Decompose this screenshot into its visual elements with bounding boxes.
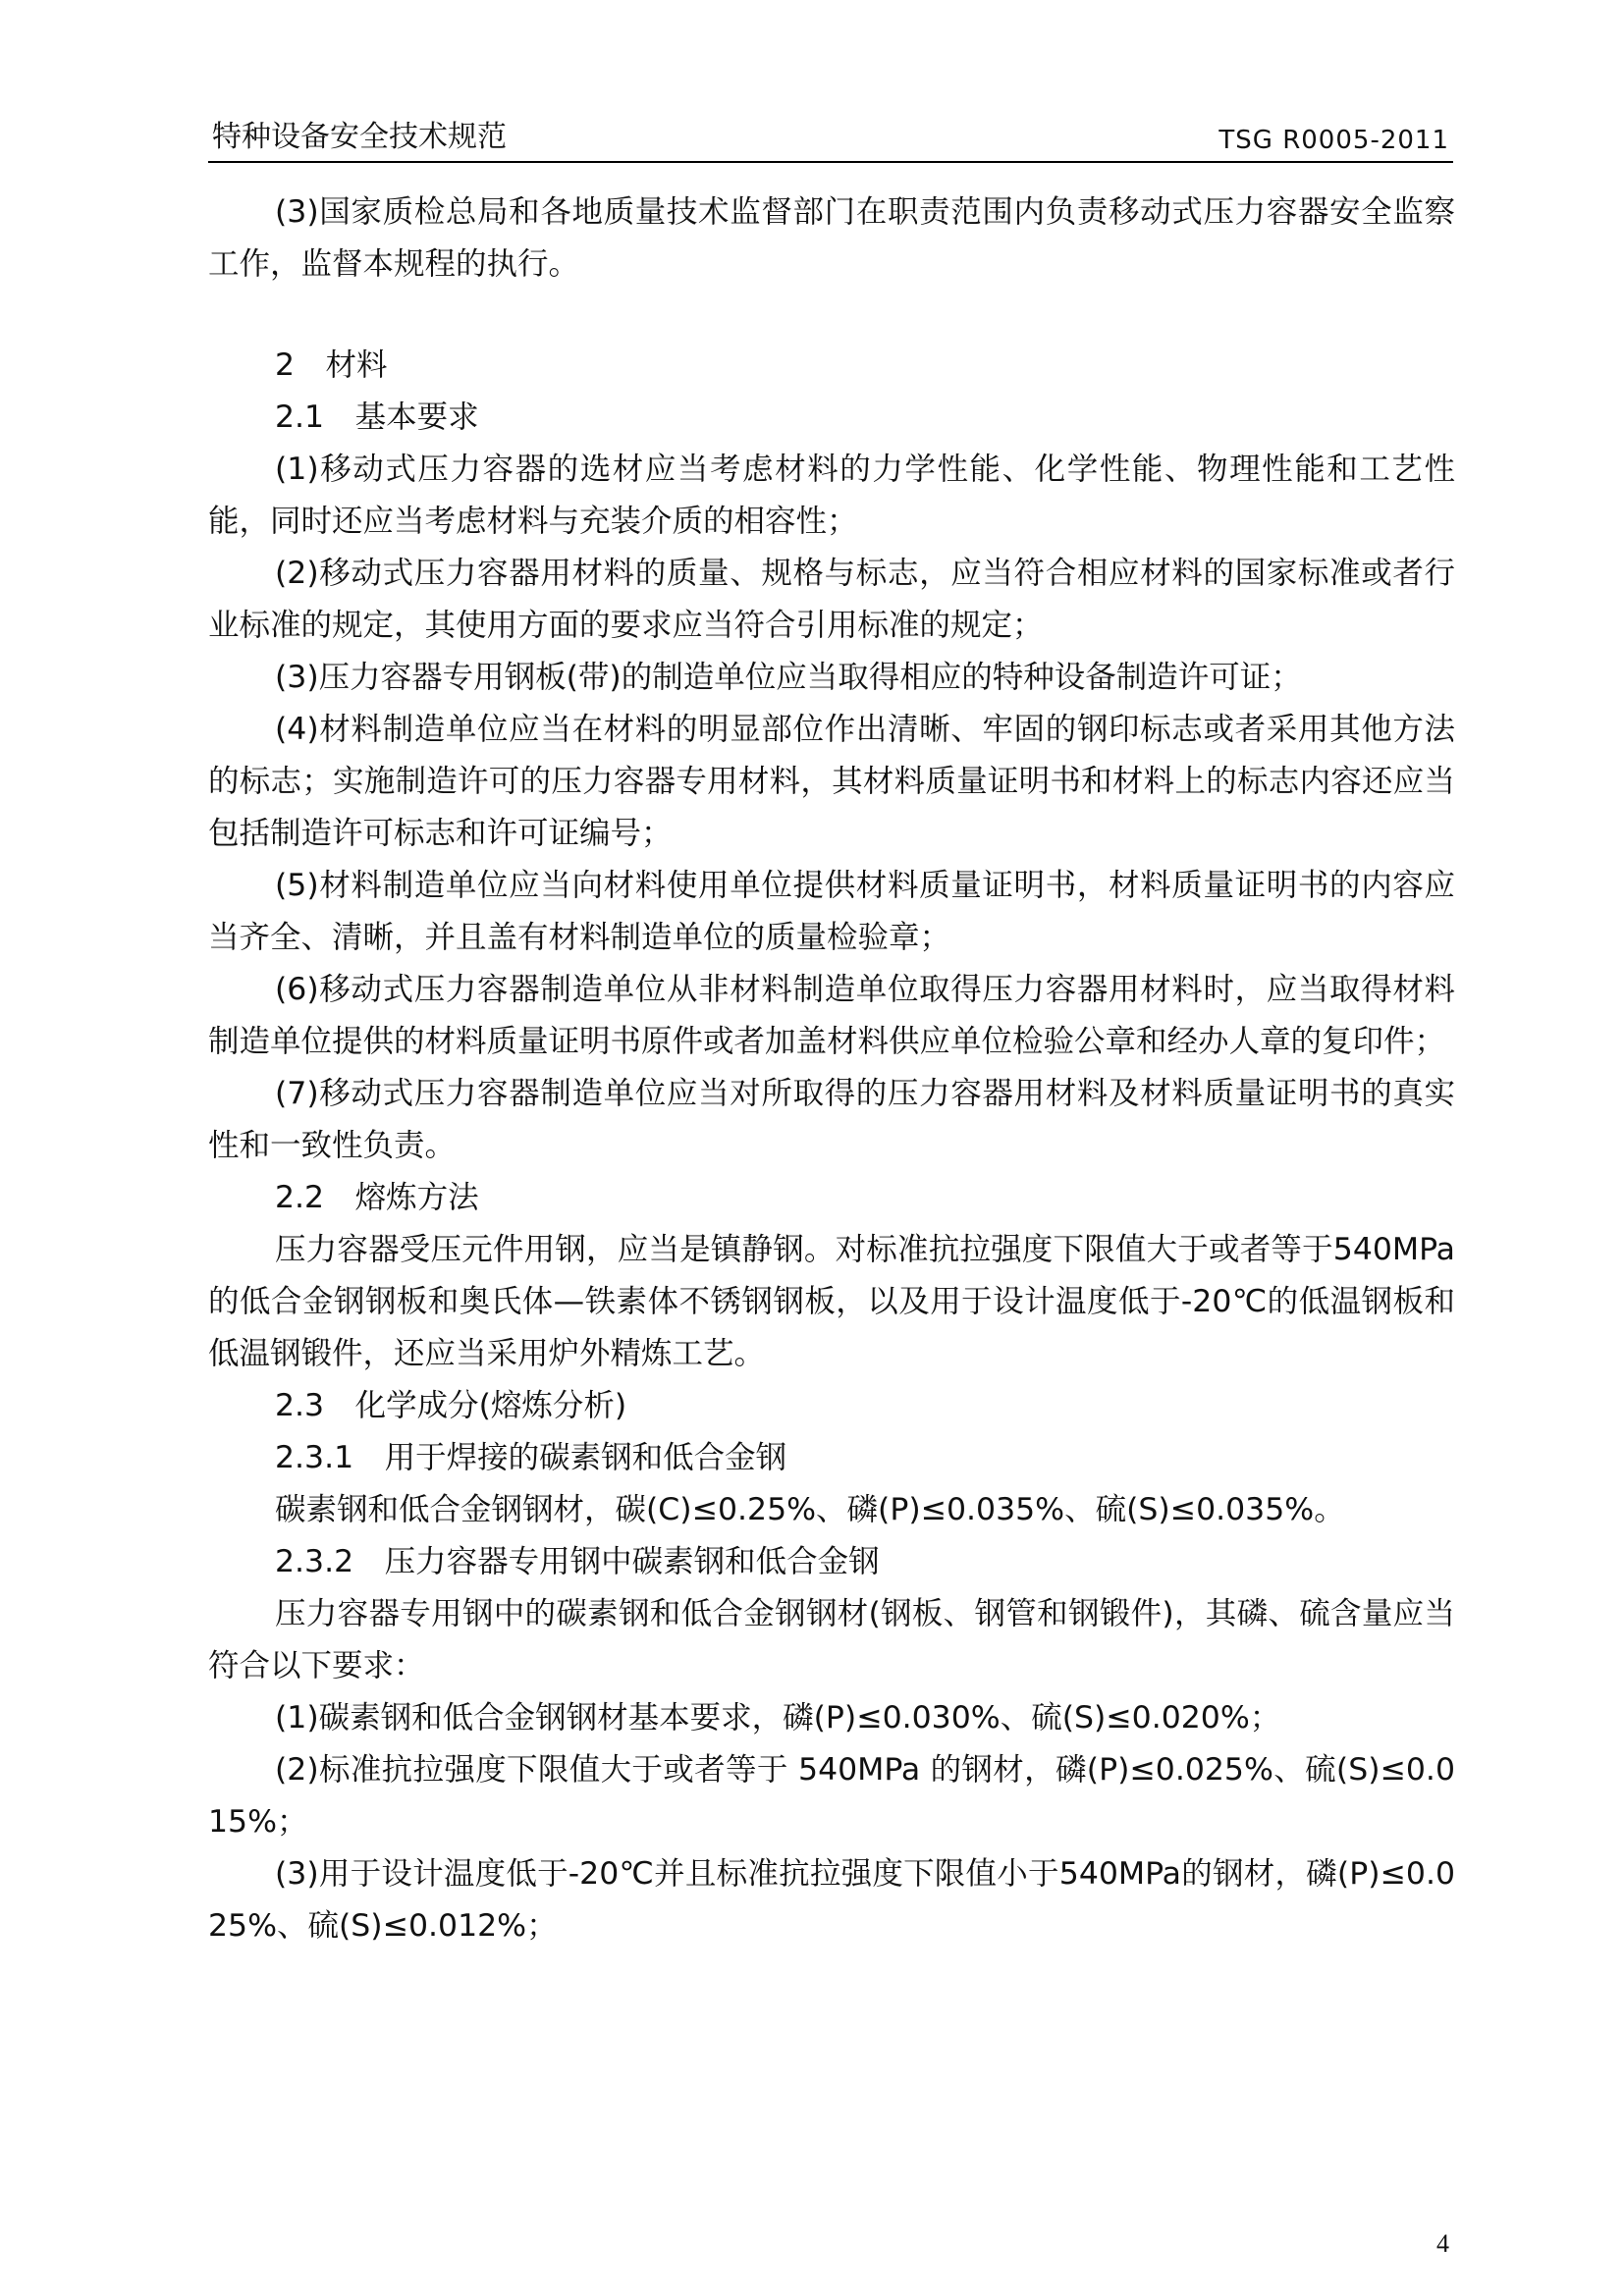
heading-2-2: 2.2 熔炼方法 [275, 1180, 479, 1215]
header-code: TSG R0005-2011 [1218, 126, 1449, 155]
heading-section-2: 2 材料 [275, 347, 388, 383]
paragraph-2-1-5: (5)材料制造单位应当向材料使用单位提供材料质量证明书，材料质量证明书的内容应当齐全、清晰，并且盖有材料制造单位的质量检验章； [208, 868, 1455, 955]
paragraph-2-3-2-1: (1)碳素钢和低合金钢钢材基本要求，磷(P)≤0.030%、硫(S)≤0.020%； [275, 1700, 1281, 1735]
paragraph-2-1-3: (3)压力容器专用钢板(带)的制造单位应当取得相应的特种设备制造许可证； [275, 660, 1302, 695]
paragraph-2-3-2: 压力容器专用钢中的碳素钢和低合金钢钢材(钢板、钢管和钢锻件)，其磷、硫含量应当符合以下要求： [208, 1596, 1455, 1683]
section-gap [208, 291, 1455, 340]
heading-2-3: 2.3 化学成分(熔炼分析) [275, 1388, 627, 1423]
heading-2-1: 2.1 基本要求 [275, 400, 479, 435]
document-body [208, 187, 1455, 1952]
heading-2-3-1: 2.3.1 用于焊接的碳素钢和低合金钢 [275, 1440, 787, 1475]
page-header [208, 116, 1453, 163]
paragraph-2-1-2: (2)移动式压力容器用材料的质量、规格与标志，应当符合相应材料的国家标准或者行业标准的规定，其使用方面的要求应当符合引用标准的规定； [208, 556, 1455, 643]
paragraph-2-1-1: (1)移动式压力容器的选材应当考虑材料的力学性能、化学性能、物理性能和工艺性能，同时还应当考虑材料与充装介质的相容性； [208, 452, 1455, 539]
header-title: 特种设备安全技术规范 [212, 120, 507, 154]
paragraph-2-1-6: (6)移动式压力容器制造单位从非材料制造单位取得压力容器用材料时，应当取得材料制造单位提供的材料质量证明书原件或者加盖材料供应单位检验公章和经办人章的复印件； [208, 972, 1455, 1059]
paragraph-1-3: (3)国家质检总局和各地质量技术监督部门在职责范围内负责移动式压力容器安全监察工作，监督本规程的执行。 [208, 194, 1455, 282]
paragraph-2-3-2-3: (3)用于设计温度低于-20℃并且标准抗拉强度下限值小于540MPa的钢材，磷(P)≤0.025%、硫(S)≤0.012%； [208, 1856, 1455, 1944]
paragraph-2-3-2-2: (2)标准抗拉强度下限值大于或者等于 540MPa 的钢材，磷(P)≤0.025%、硫(S)≤0.015%； [208, 1752, 1455, 1840]
page-number: 4 [1436, 2229, 1449, 2258]
paragraph-2-1-4: (4)材料制造单位应当在材料的明显部位作出清晰、牢固的钢印标志或者采用其他方法的标志；实施制造许可的压力容器专用材料，其材料质量证明书和材料上的标志内容还应当包括制造许可标志和许可证编号； [208, 712, 1455, 851]
paragraph-2-3-1: 碳素钢和低合金钢钢材，碳(C)≤0.25%、磷(P)≤0.035%、硫(S)≤0.035%。 [275, 1492, 1345, 1527]
heading-2-3-2: 2.3.2 压力容器专用钢中碳素钢和低合金钢 [275, 1544, 880, 1579]
paragraph-2-1-7: (7)移动式压力容器制造单位应当对所取得的压力容器用材料及材料质量证明书的真实性和一致性负责。 [208, 1076, 1455, 1163]
paragraph-2-2: 压力容器受压元件用钢，应当是镇静钢。对标准抗拉强度下限值大于或者等于540MPa的低合金钢钢板和奥氏体—铁素体不锈钢钢板，以及用于设计温度低于-20℃的低温钢板和低温钢锻件，还应当采用炉外精炼工艺。 [208, 1232, 1455, 1371]
